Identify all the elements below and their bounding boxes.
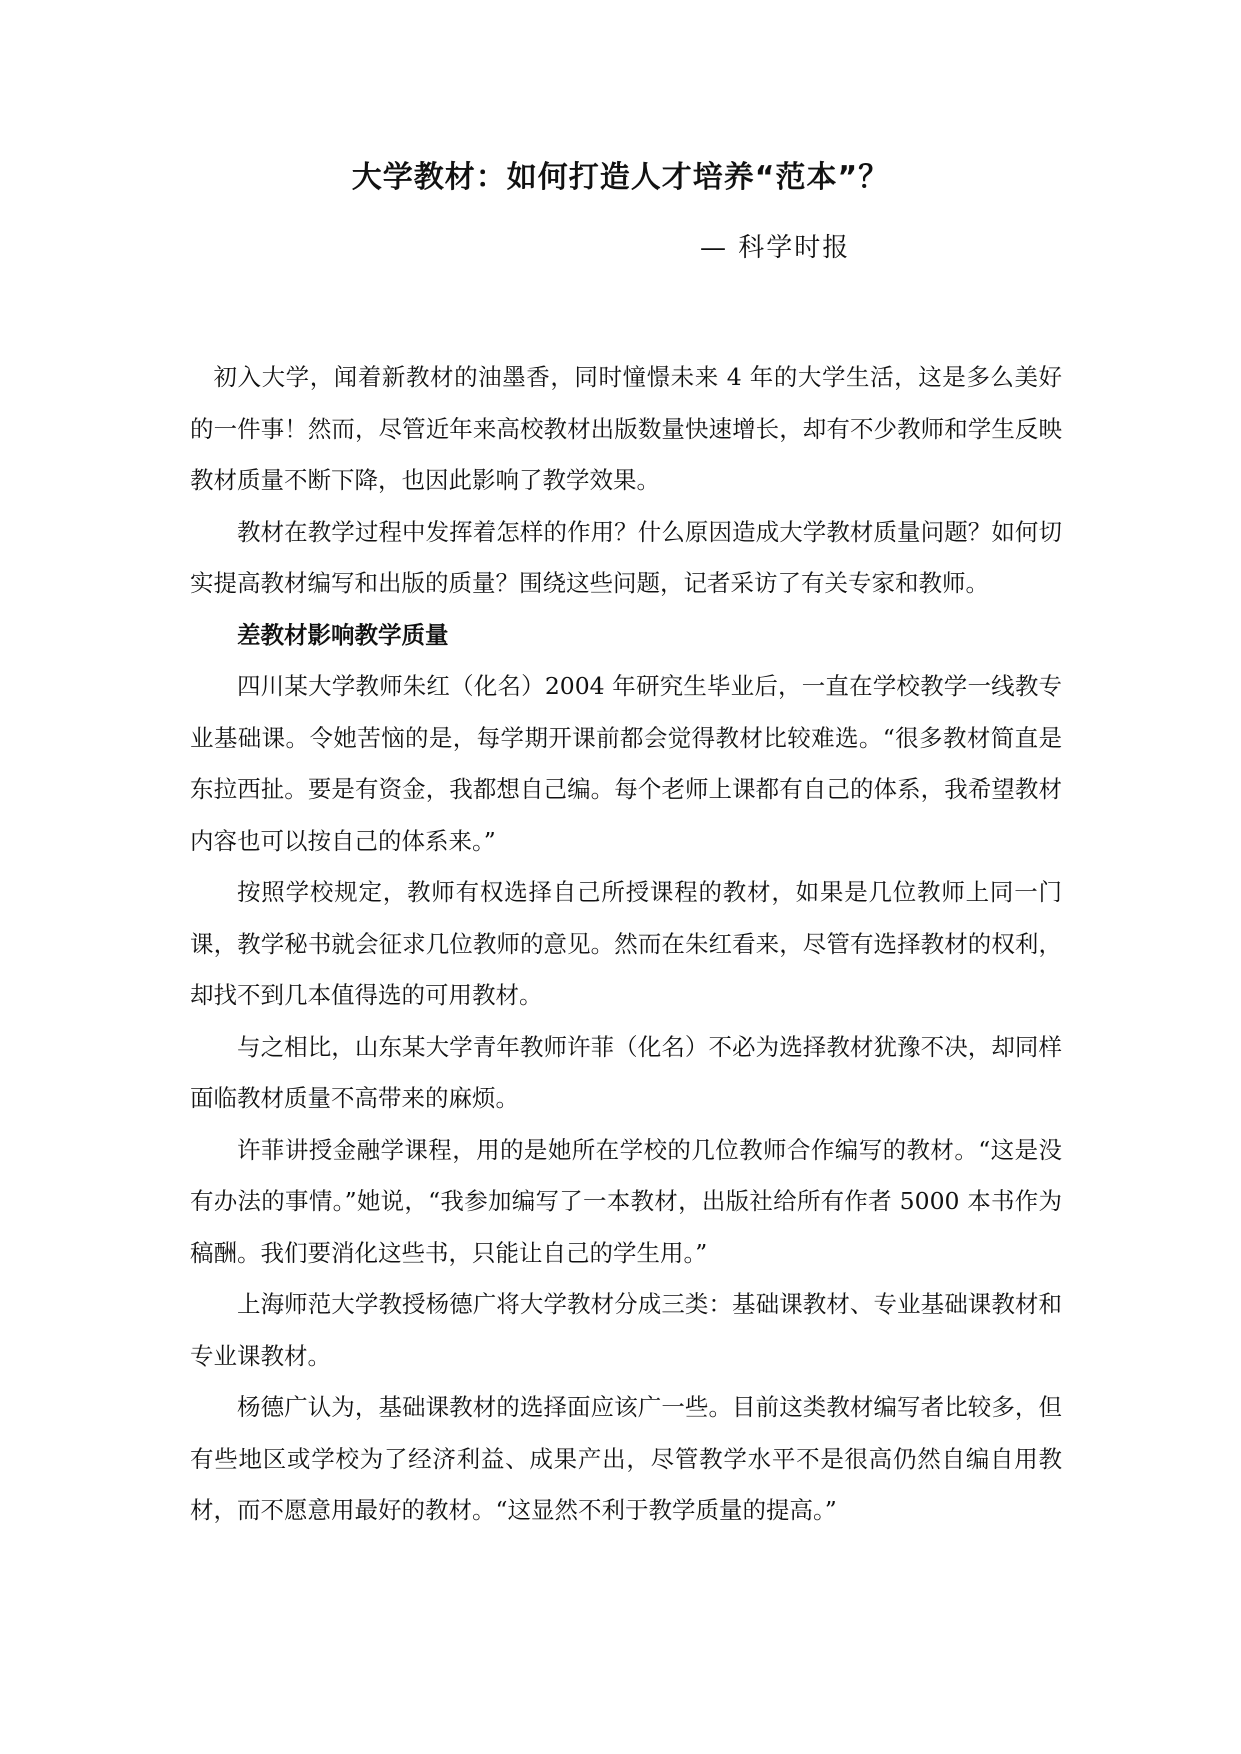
paragraph: 按照学校规定，教师有权选择自己所授课程的教材，如果是几位教师上同一门课，教学秘书就会征求几位教师的意见。然而在朱红看来，尽管有选择教材的权利，却找不到几本值得选的可用教材。 [190,878,1062,1009]
article-title: 大学教材：如何打造人才培养“范本”？ [351,160,890,195]
paragraph: 初入大学，闻着新教材的油墨香，同时憧憬未来 4 年的大学生活，这是多么美好的一件事！然而，尽管近年来高校教材出版数量快速增长，却有不少教师和学生反映教材质量不断下降，也因此影响了教学效果。 [190,363,1062,494]
article-source: — 科学时报 [700,233,851,263]
paragraph: 杨德广认为，基础课教材的选择面应该广一些。目前这类教材编写者比较多，但有些地区或学校为了经济利益、成果产出，尽管教学水平不是很高仍然自编自用教材，而不愿意用最好的教材。“这显然不利于教学质量的提高。” [190,1393,1062,1524]
paragraph: 四川某大学教师朱红（化名）2004 年研究生毕业后，一直在学校教学一线教专业基础课。令她苦恼的是，每学期开课前都会觉得教材比较难选。“很多教材简直是东拉西扯。要是有资金，我都想自己编。每个老师上课都有自己的体系，我希望教材内容也可以按自己的体系来。” [190,672,1062,855]
article-body [190,352,1062,1537]
paragraph: 上海师范大学教授杨德广将大学教材分成三类：基础课教材、专业基础课教材和专业课教材。 [190,1290,1062,1370]
paragraph: 与之相比，山东某大学青年教师许菲（化名）不必为选择教材犹豫不决，却同样面临教材质量不高带来的麻烦。 [190,1032,1062,1112]
section-heading: 差教材影响教学质量 [237,620,449,649]
paragraph: 教材在教学过程中发挥着怎样的作用？什么原因造成大学教材质量问题？如何切实提高教材编写和出版的质量？围绕这些问题，记者采访了有关专家和教师。 [190,517,1062,597]
paragraph: 许菲讲授金融学课程，用的是她所在学校的几位教师合作编写的教材。“这是没有办法的事情。”她说，“我参加编写了一本教材，出版社给所有作者 5000 本书作为稿酬。我们要消化这些书，只能让自己的学生用。” [190,1135,1062,1267]
